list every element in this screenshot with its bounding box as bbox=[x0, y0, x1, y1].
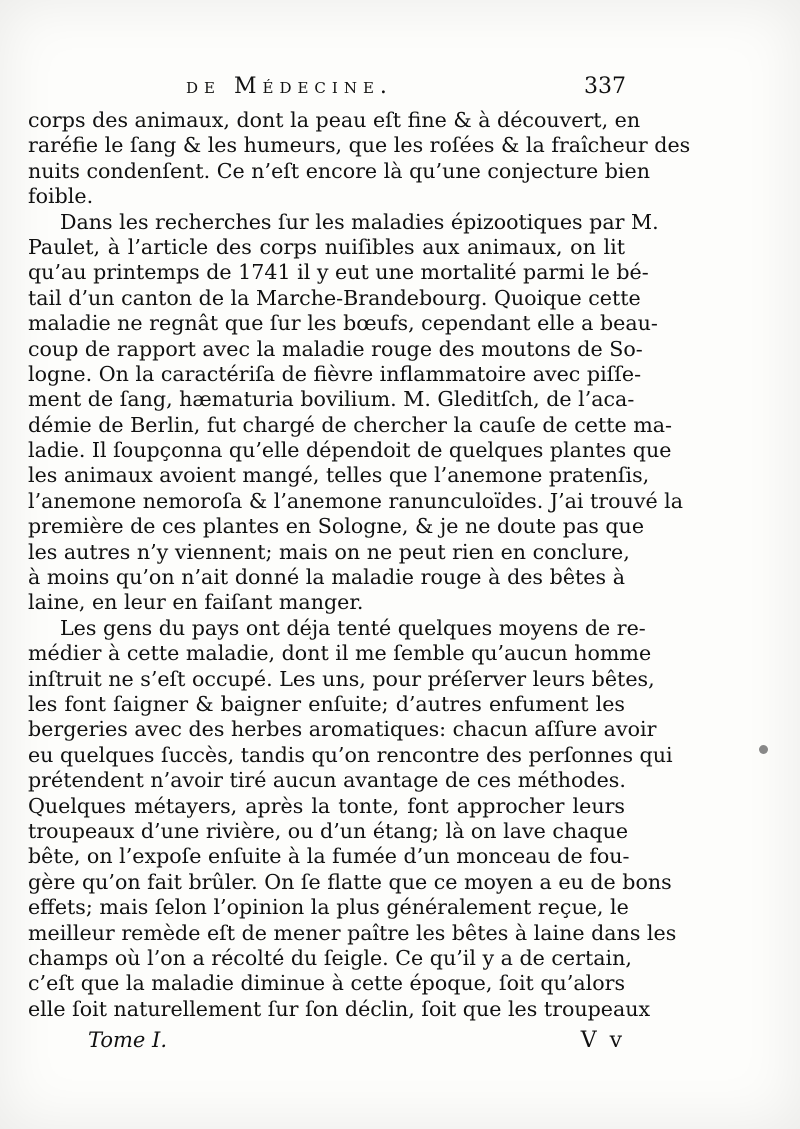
text-line: eu quelques ſuccès, tandis qu’on rencontre des perſonnes qui bbox=[28, 742, 673, 767]
text-line: les autres n’y viennent; mais on ne peut rien en conclure, bbox=[28, 539, 630, 564]
text-line: prétendent n’avoir tiré aucun avantage de ces méthodes. bbox=[28, 768, 626, 793]
text-line: corps des animaux, dont la peau eſt fine & à découvert, en bbox=[28, 108, 641, 132]
text-line: qu’au printemps de 1741 il y eut une mortalité parmi le bé- bbox=[28, 260, 649, 285]
text-line: coup de rapport avec la maladie rouge des moutons de So- bbox=[28, 336, 643, 361]
text-line: les animaux avoient mangé, telles que l’anemone pratenſis, bbox=[28, 463, 650, 488]
text-line: l’anemone nemoroſa & l’anemone ranunculoïdes. J’ai trouvé la bbox=[28, 488, 684, 513]
text-line: première de ces plantes en Sologne, & je ne doute pas que bbox=[28, 514, 645, 539]
text-line: effets; mais ſelon l’opinion la plus généralement reçue, le bbox=[28, 895, 629, 920]
text-line: foible. bbox=[28, 184, 94, 209]
running-title: de Médecine. bbox=[186, 74, 393, 99]
text-line: bergeries avec des herbes aromatiques: chacun aſſure avoir bbox=[28, 717, 657, 742]
text-line: logne. On la caractériſa de fièvre inflammatoire avec piſſe- bbox=[28, 361, 642, 386]
text-line: inſtruit ne s’eſt occupé. Les uns, pour préſerver leurs bêtes, bbox=[28, 666, 655, 691]
page-header bbox=[186, 74, 626, 106]
text-line: raréfie le ſang & les humeurs, que les roſées & la fraîcheur des bbox=[28, 133, 691, 158]
text-line: Dans les recherches ſur les maladies épizootiques par M. bbox=[60, 209, 659, 234]
text-line: démie de Berlin, fut chargé de chercher la cauſe de cette ma- bbox=[28, 412, 673, 437]
text-line: Les gens du pays ont déja tenté quelques moyens de re- bbox=[60, 615, 646, 640]
page-footer bbox=[88, 1028, 625, 1058]
signature-mark: V v bbox=[580, 1028, 625, 1053]
text-line: nuits condenſent. Ce n’eſt encore là qu’une conjecture bien bbox=[28, 158, 650, 183]
text-line: tail d’un canton de la Marche-Brandebourg. Quoique cette bbox=[28, 285, 641, 310]
paper-spot bbox=[759, 745, 768, 754]
text-line: médier à cette maladie, dont il me ſemble qu’aucun homme bbox=[28, 641, 652, 666]
text-line: maladie ne regnât que ſur les bœufs, cependant elle a beau- bbox=[28, 311, 658, 336]
paragraph-1 bbox=[28, 108, 691, 210]
paragraph-2 bbox=[28, 209, 684, 616]
text-line: Paulet, à l’article des corps nuiſibles aux animaux, on lit bbox=[28, 234, 625, 259]
text-line: elle ſoit naturellement ſur ſon déclin, ſoit que les troupeaux bbox=[28, 996, 651, 1021]
text-line: troupeaux d’une rivière, ou d’un étang; là on lave chaque bbox=[28, 818, 629, 843]
text-line: c’eſt que la maladie diminue à cette époque, ſoit qu’alors bbox=[28, 971, 626, 996]
text-line: ment de ſang, hæmaturia bovilium. M. Gleditſch, de l’aca- bbox=[28, 387, 635, 412]
text-line: laine, en leur en faiſant manger. bbox=[28, 590, 364, 615]
text-line: Quelques métayers, après la tonte, font approcher leurs bbox=[28, 793, 625, 818]
text-line: à moins qu’on n’ait donné la maladie rouge à des bêtes à bbox=[28, 565, 625, 590]
page-number: 337 bbox=[584, 74, 626, 99]
volume-label: Tome I. bbox=[88, 1028, 168, 1052]
text-line: les font ſaigner & baigner enſuite; d’autres enfument les bbox=[28, 691, 625, 716]
text-line: bête, on l’expoſe enſuite à la fumée d’un monceau de fou- bbox=[28, 844, 630, 869]
text-line: meilleur remède eſt de mener paître les bêtes à laine dans les bbox=[28, 920, 677, 945]
text-line: ladie. Il ſoupçonna qu’elle dépendoit de quelques plantes que bbox=[28, 438, 672, 463]
text-line: champs où l’on a récolté du ſeigle. Ce qu’il y a de certain, bbox=[28, 945, 632, 970]
body-text bbox=[28, 108, 691, 1022]
paragraph-3 bbox=[28, 615, 677, 1022]
text-line: gère qu’on fait brûler. On ſe flatte que ce moyen a eu de bons bbox=[28, 869, 672, 894]
